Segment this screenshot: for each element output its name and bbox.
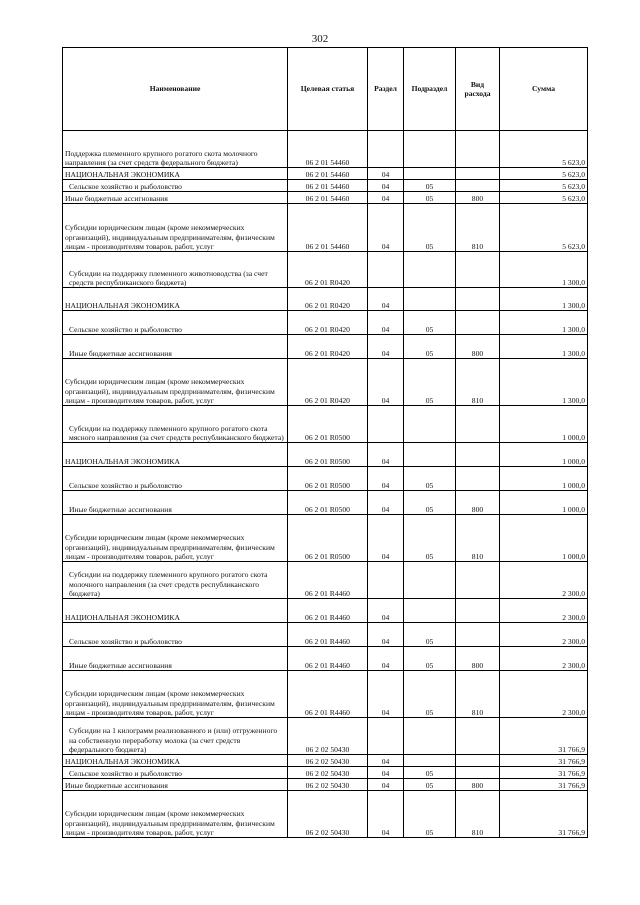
page-number: 302 <box>311 33 329 45</box>
cell-subsection: 05 <box>404 180 456 192</box>
cell-expense-type: 800 <box>456 192 500 204</box>
cell-name: Субсидии на поддержку племенного крупного рогатого скота мясного направления (за счет средств республиканского бюджета) <box>63 406 288 443</box>
header-code: Целевая статья <box>288 48 368 131</box>
cell-expense-type <box>456 288 500 311</box>
cell-name: Иные бюджетные ассигнования <box>63 647 288 671</box>
table-row <box>63 168 588 180</box>
cell-code: 06 2 02 50430 <box>288 755 368 767</box>
cell-name: НАЦИОНАЛЬНАЯ ЭКОНОМИКА <box>63 288 288 311</box>
cell-name: Сельское хозяйство и рыболовство <box>63 767 288 779</box>
cell-name: НАЦИОНАЛЬНАЯ ЭКОНОМИКА <box>63 168 288 180</box>
cell-expense-type <box>456 180 500 192</box>
cell-amount: 1 000,0 <box>500 515 588 562</box>
cell-code: 06 2 01 R4460 <box>288 647 368 671</box>
cell-subsection: 05 <box>404 467 456 491</box>
cell-subsection: 05 <box>404 647 456 671</box>
cell-section: 04 <box>368 335 404 359</box>
cell-code: 06 2 01 54460 <box>288 180 368 192</box>
header-section: Раздел <box>368 48 404 131</box>
table-row <box>63 288 588 311</box>
cell-name: Сельское хозяйство и рыболовство <box>63 623 288 647</box>
table-row <box>63 562 588 599</box>
cell-amount: 2 300,0 <box>500 599 588 623</box>
table-row <box>63 791 588 838</box>
cell-expense-type: 810 <box>456 515 500 562</box>
cell-code: 06 2 01 54460 <box>288 131 368 168</box>
cell-name: Субсидии юридическим лицам (кроме некоммерческих организаций), индивидуальным предпринимателям, физическим лицам - производителям товаров, работ, услуг <box>63 359 288 406</box>
cell-code: 06 2 01 54460 <box>288 204 368 252</box>
cell-section: 04 <box>368 180 404 192</box>
table-row <box>63 335 588 359</box>
cell-subsection: 05 <box>404 767 456 779</box>
cell-code: 06 2 01 R0500 <box>288 515 368 562</box>
cell-subsection: 05 <box>404 359 456 406</box>
cell-amount: 2 300,0 <box>500 647 588 671</box>
cell-code: 06 2 01 R4460 <box>288 623 368 647</box>
table-row <box>63 755 588 767</box>
cell-code: 06 2 01 54460 <box>288 192 368 204</box>
cell-subsection <box>404 252 456 288</box>
cell-subsection: 05 <box>404 192 456 204</box>
cell-name: Субсидии на поддержку племенного крупного рогатого скота молочного направления (за счет средств республиканского бюджета) <box>63 562 288 599</box>
cell-expense-type: 810 <box>456 359 500 406</box>
cell-code: 06 2 01 R4460 <box>288 562 368 599</box>
table-row <box>63 252 588 288</box>
cell-expense-type <box>456 252 500 288</box>
cell-code: 06 2 01 R0500 <box>288 491 368 515</box>
cell-amount: 31 766,9 <box>500 718 588 755</box>
cell-subsection <box>404 599 456 623</box>
table-row <box>63 406 588 443</box>
cell-expense-type <box>456 311 500 335</box>
cell-section: 04 <box>368 671 404 718</box>
cell-name: Иные бюджетные ассигнования <box>63 779 288 791</box>
cell-subsection: 05 <box>404 515 456 562</box>
cell-amount: 5 623,0 <box>500 204 588 252</box>
cell-expense-type: 800 <box>456 335 500 359</box>
cell-expense-type: 800 <box>456 779 500 791</box>
cell-section: 04 <box>368 779 404 791</box>
table-row <box>63 192 588 204</box>
cell-amount: 1 300,0 <box>500 335 588 359</box>
cell-code: 06 2 01 R0500 <box>288 467 368 491</box>
cell-code: 06 2 01 R0420 <box>288 288 368 311</box>
table-row <box>63 443 588 467</box>
cell-expense-type <box>456 718 500 755</box>
cell-name: Субсидии на поддержку племенного животноводства (за счет средств республиканского бюджета) <box>63 252 288 288</box>
cell-subsection: 05 <box>404 779 456 791</box>
table-row <box>63 515 588 562</box>
cell-subsection <box>404 718 456 755</box>
budget-table <box>62 47 588 838</box>
cell-section: 04 <box>368 623 404 647</box>
cell-expense-type <box>456 131 500 168</box>
cell-section <box>368 131 404 168</box>
table-row <box>63 718 588 755</box>
cell-section: 04 <box>368 168 404 180</box>
cell-amount: 1 000,0 <box>500 491 588 515</box>
cell-name: НАЦИОНАЛЬНАЯ ЭКОНОМИКА <box>63 755 288 767</box>
cell-expense-type <box>456 443 500 467</box>
cell-section <box>368 718 404 755</box>
cell-section: 04 <box>368 359 404 406</box>
table-row <box>63 767 588 779</box>
cell-amount: 5 623,0 <box>500 192 588 204</box>
cell-code: 06 2 02 50430 <box>288 791 368 838</box>
cell-section: 04 <box>368 192 404 204</box>
cell-subsection: 05 <box>404 671 456 718</box>
cell-amount: 2 300,0 <box>500 562 588 599</box>
cell-amount: 1 300,0 <box>500 252 588 288</box>
cell-amount: 1 000,0 <box>500 406 588 443</box>
cell-code: 06 2 01 R0420 <box>288 311 368 335</box>
cell-expense-type <box>456 406 500 443</box>
cell-amount: 2 300,0 <box>500 623 588 647</box>
cell-expense-type <box>456 467 500 491</box>
table-row <box>63 491 588 515</box>
cell-expense-type: 800 <box>456 491 500 515</box>
table-row <box>63 131 588 168</box>
cell-subsection <box>404 406 456 443</box>
cell-amount: 5 623,0 <box>500 168 588 180</box>
cell-expense-type: 810 <box>456 791 500 838</box>
cell-section: 04 <box>368 288 404 311</box>
cell-amount: 5 623,0 <box>500 131 588 168</box>
cell-section: 04 <box>368 515 404 562</box>
table-row <box>63 204 588 252</box>
cell-expense-type: 800 <box>456 647 500 671</box>
table-row <box>63 623 588 647</box>
cell-name: Субсидии юридическим лицам (кроме некоммерческих организаций), индивидуальным предпринимателям, физическим лицам - производителям товаров, работ, услуг <box>63 671 288 718</box>
cell-amount: 1 300,0 <box>500 311 588 335</box>
cell-amount: 31 766,9 <box>500 791 588 838</box>
table-header-row <box>63 48 588 131</box>
cell-subsection <box>404 443 456 467</box>
table-row <box>63 647 588 671</box>
cell-code: 06 2 01 R4460 <box>288 599 368 623</box>
cell-name: Иные бюджетные ассигнования <box>63 491 288 515</box>
cell-subsection: 05 <box>404 311 456 335</box>
cell-section <box>368 252 404 288</box>
cell-name: Поддержка племенного крупного рогатого скота молочного направления (за счет средств федерального бюджета) <box>63 131 288 168</box>
cell-section: 04 <box>368 599 404 623</box>
cell-expense-type <box>456 562 500 599</box>
table-row <box>63 311 588 335</box>
cell-name: Субсидии юридическим лицам (кроме некоммерческих организаций), индивидуальным предпринимателям, физическим лицам - производителям товаров, работ, услуг <box>63 791 288 838</box>
cell-expense-type <box>456 599 500 623</box>
cell-code: 06 2 02 50430 <box>288 779 368 791</box>
cell-name: НАЦИОНАЛЬНАЯ ЭКОНОМИКА <box>63 599 288 623</box>
cell-section: 04 <box>368 443 404 467</box>
cell-name: Субсидии юридическим лицам (кроме некоммерческих организаций), индивидуальным предпринимателям, физическим лицам - производителям товаров, работ, услуг <box>63 204 288 252</box>
cell-section: 04 <box>368 491 404 515</box>
cell-section: 04 <box>368 204 404 252</box>
cell-subsection <box>404 562 456 599</box>
cell-subsection: 05 <box>404 204 456 252</box>
cell-expense-type: 810 <box>456 671 500 718</box>
cell-section: 04 <box>368 767 404 779</box>
header-amount: Сумма <box>500 48 588 131</box>
cell-expense-type <box>456 623 500 647</box>
cell-code: 06 2 01 R0500 <box>288 406 368 443</box>
cell-name: Сельское хозяйство и рыболовство <box>63 180 288 192</box>
cell-name: НАЦИОНАЛЬНАЯ ЭКОНОМИКА <box>63 443 288 467</box>
header-subsection: Подраздел <box>404 48 456 131</box>
cell-section <box>368 406 404 443</box>
cell-code: 06 2 01 R0420 <box>288 252 368 288</box>
cell-amount: 31 766,9 <box>500 779 588 791</box>
cell-section: 04 <box>368 791 404 838</box>
cell-code: 06 2 02 50430 <box>288 718 368 755</box>
cell-expense-type <box>456 755 500 767</box>
cell-section: 04 <box>368 647 404 671</box>
cell-name: Субсидии юридическим лицам (кроме некоммерческих организаций), индивидуальным предпринимателям, физическим лицам - производителям товаров, работ, услуг <box>63 515 288 562</box>
cell-amount: 31 766,9 <box>500 755 588 767</box>
table-row <box>63 359 588 406</box>
cell-name: Сельское хозяйство и рыболовство <box>63 311 288 335</box>
cell-name: Иные бюджетные ассигнования <box>63 335 288 359</box>
cell-subsection <box>404 288 456 311</box>
cell-subsection: 05 <box>404 791 456 838</box>
cell-section: 04 <box>368 755 404 767</box>
cell-subsection <box>404 168 456 180</box>
cell-subsection: 05 <box>404 623 456 647</box>
cell-section: 04 <box>368 311 404 335</box>
cell-expense-type <box>456 767 500 779</box>
cell-amount: 1 300,0 <box>500 359 588 406</box>
cell-subsection <box>404 755 456 767</box>
cell-code: 06 2 01 R4460 <box>288 671 368 718</box>
cell-code: 06 2 01 R0500 <box>288 443 368 467</box>
cell-name: Сельское хозяйство и рыболовство <box>63 467 288 491</box>
cell-code: 06 2 02 50430 <box>288 767 368 779</box>
table-row <box>63 467 588 491</box>
cell-expense-type <box>456 168 500 180</box>
cell-expense-type: 810 <box>456 204 500 252</box>
table-row <box>63 599 588 623</box>
cell-name: Субсидии на 1 килограмм реализованного и (или) отгруженного на собственную переработку молока (за счет средств федерального бюджета) <box>63 718 288 755</box>
cell-name: Иные бюджетные ассигнования <box>63 192 288 204</box>
cell-code: 06 2 01 R0420 <box>288 359 368 406</box>
table-row <box>63 671 588 718</box>
cell-amount: 31 766,9 <box>500 767 588 779</box>
cell-subsection <box>404 131 456 168</box>
header-name: Наименование <box>63 48 288 131</box>
table-body <box>63 131 588 838</box>
cell-section <box>368 562 404 599</box>
cell-amount: 2 300,0 <box>500 671 588 718</box>
cell-amount: 1 300,0 <box>500 288 588 311</box>
table-row <box>63 180 588 192</box>
table-row <box>63 779 588 791</box>
cell-section: 04 <box>368 467 404 491</box>
cell-amount: 5 623,0 <box>500 180 588 192</box>
cell-subsection: 05 <box>404 335 456 359</box>
cell-amount: 1 000,0 <box>500 467 588 491</box>
cell-code: 06 2 01 R0420 <box>288 335 368 359</box>
cell-amount: 1 000,0 <box>500 443 588 467</box>
header-expense-type: Вид расхода <box>456 48 500 131</box>
cell-subsection: 05 <box>404 491 456 515</box>
cell-code: 06 2 01 54460 <box>288 168 368 180</box>
